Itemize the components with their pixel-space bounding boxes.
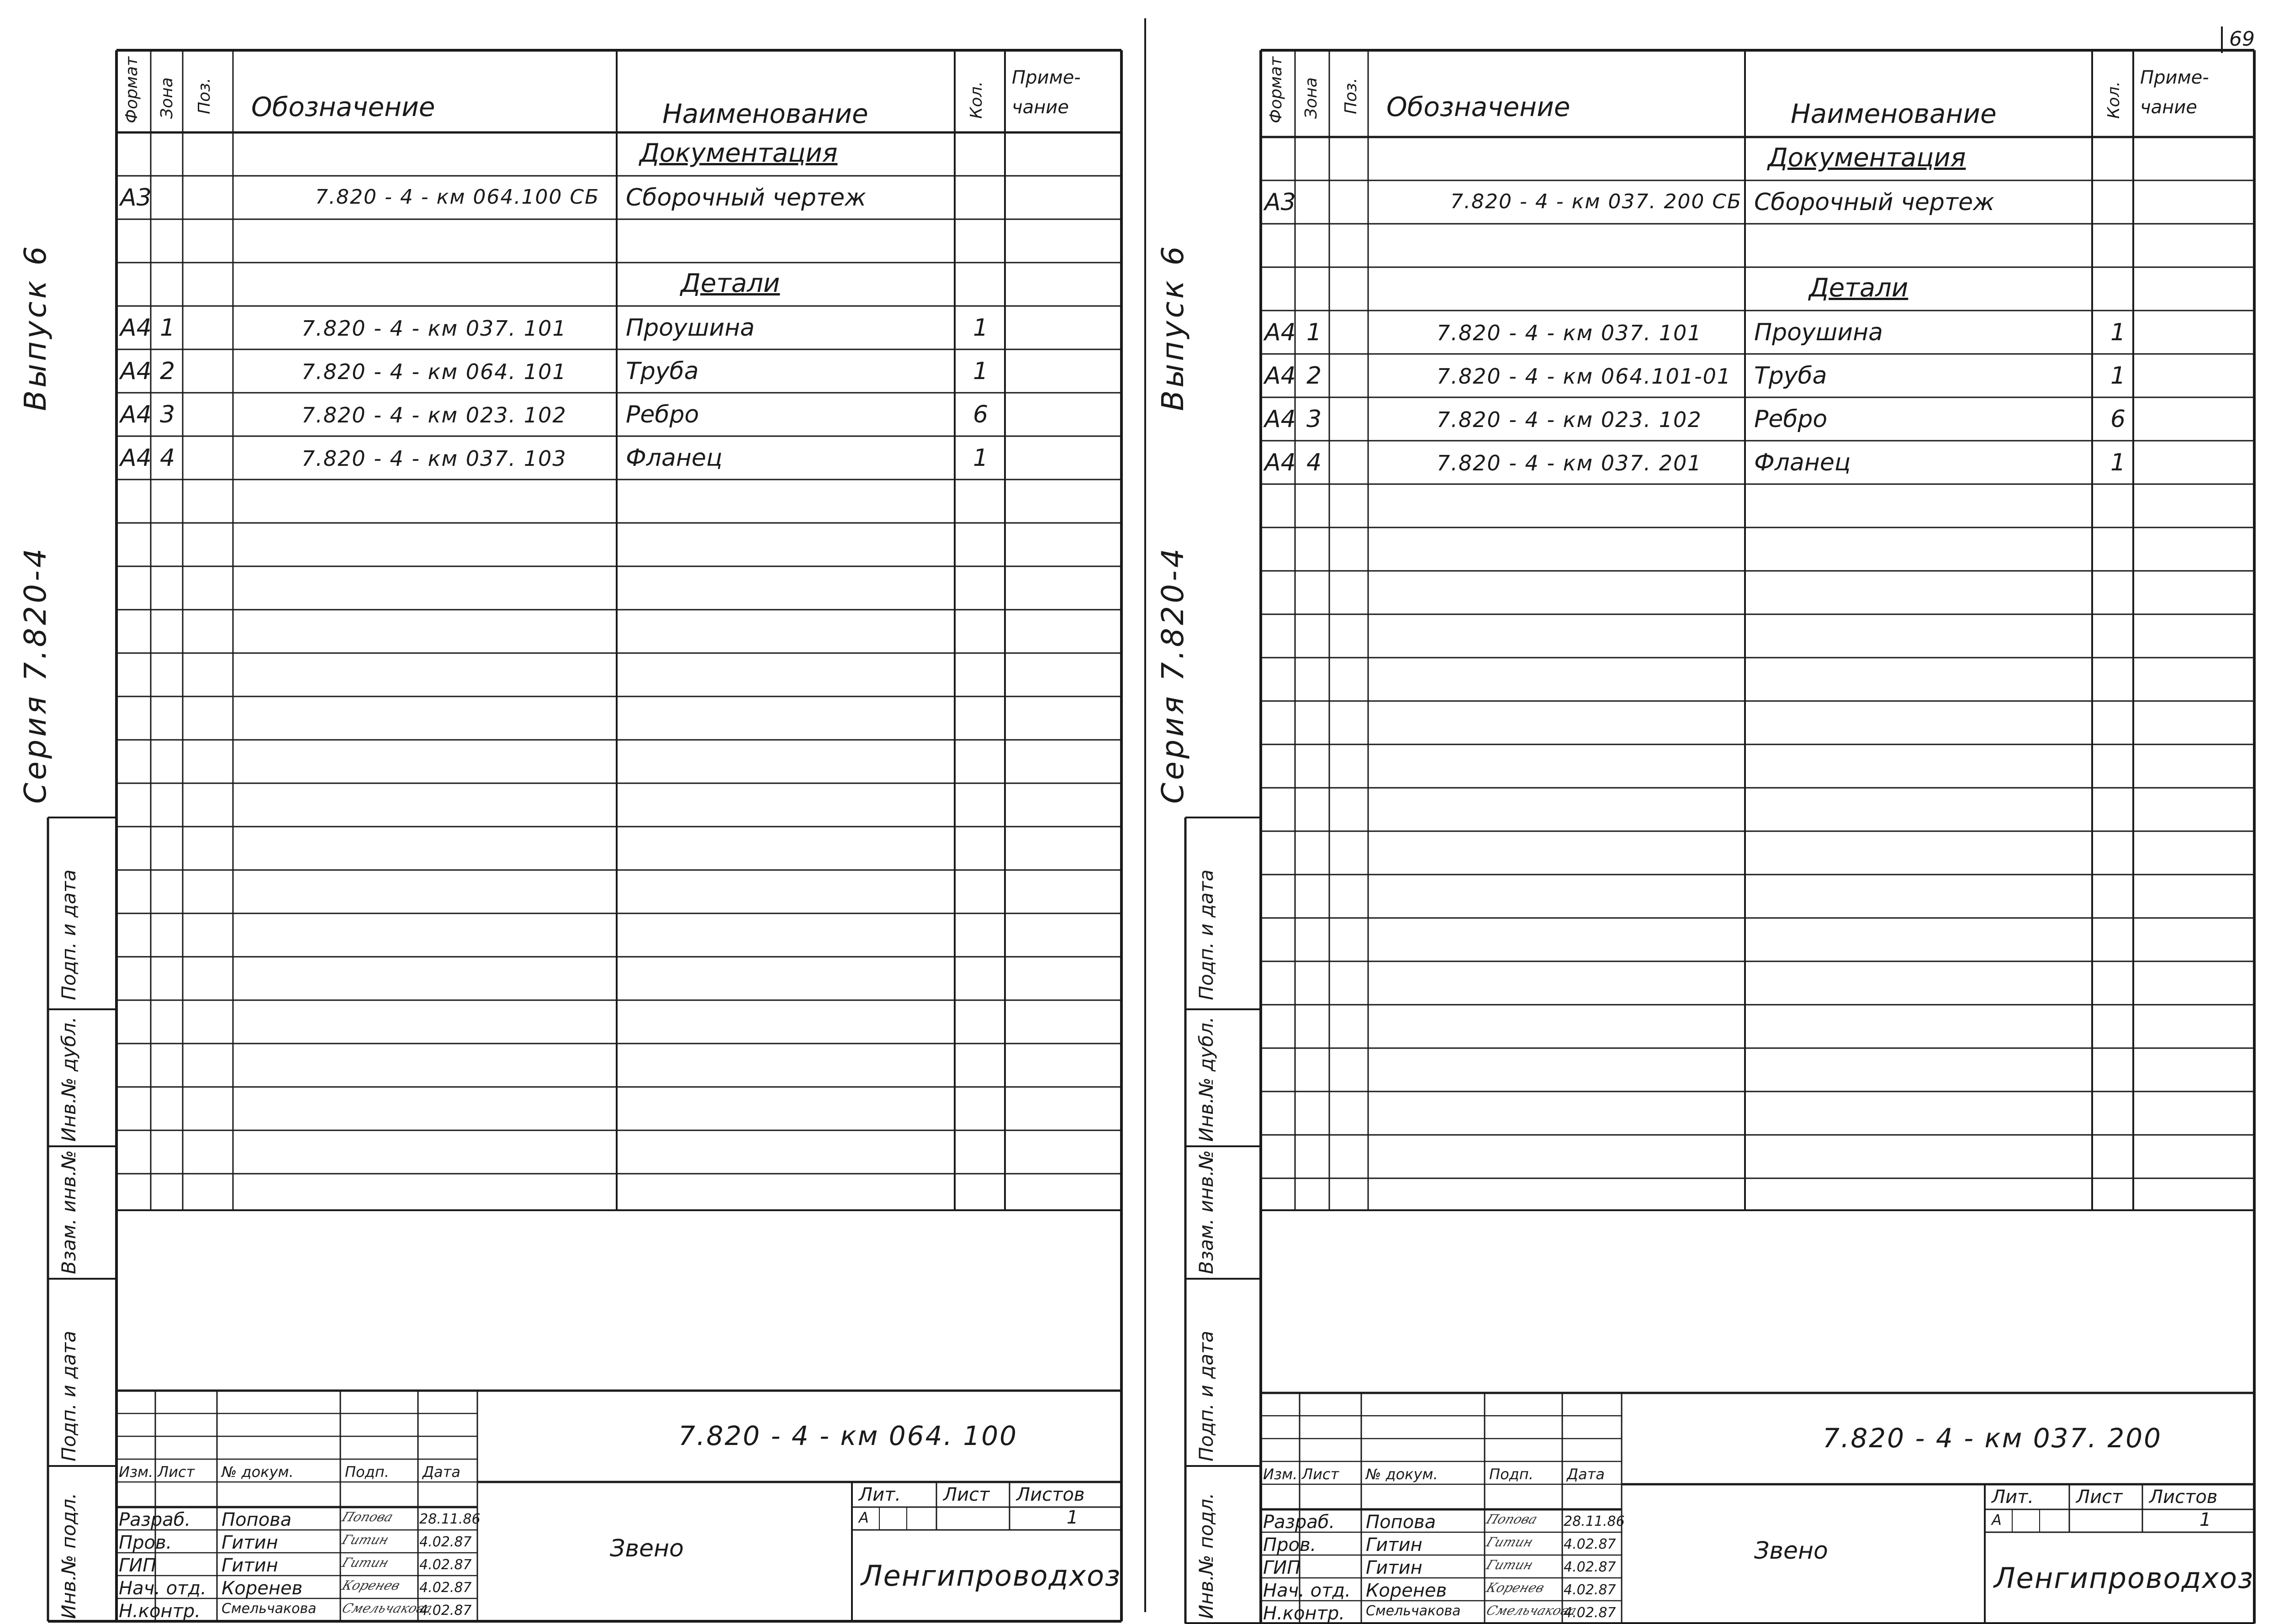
spec-row-format: А4	[120, 401, 152, 428]
stamp-signature: Гитин	[1484, 1534, 1535, 1550]
stamp-role: Н.контр.	[119, 1601, 201, 1622]
spec-row-designation: 7.820 - 4 - км 037. 101	[301, 316, 567, 341]
spec-row-designation: 7.820 - 4 - км 064.101-01	[1437, 364, 1732, 389]
doc-row-name: Сборочный чертеж	[626, 184, 866, 211]
spec-row-name: Проушина	[1754, 319, 1883, 346]
doc-row-designation: 7.820 - 4 - км 037. 200 СБ	[1450, 190, 1742, 213]
stamp-person-name: Смельчакова	[1366, 1603, 1461, 1619]
spec-row-designation: 7.820 - 4 - км 037. 101	[1437, 321, 1702, 345]
spec-row-designation: 7.820 - 4 - км 037. 103	[301, 446, 567, 471]
spec-row-pos: 4	[1306, 449, 1322, 476]
spec-sheet-right	[1137, 0, 2279, 1624]
spec-row-designation: 7.820 - 4 - км 023. 102	[301, 403, 567, 427]
spec-row-format: А4	[1264, 319, 1296, 346]
spec-row-pos: 4	[160, 444, 175, 472]
col-zone-header: Зона	[158, 77, 176, 119]
side-label-replace-inv: Взам. инв.№	[1195, 1150, 1217, 1274]
stamp-doc-code: 7.820 - 4 - км 064. 100	[678, 1420, 1018, 1451]
stamp-lit-label: Лит.	[859, 1484, 901, 1505]
grid-lines	[1137, 0, 2279, 1624]
spec-row-qty: 1	[973, 444, 989, 472]
col-note-header-2: чание	[1012, 97, 1069, 118]
spec-row-name: Фланец	[626, 444, 723, 472]
side-label-issue: Выпуск 6	[1155, 243, 1190, 411]
spec-row-qty: 1	[2110, 362, 2126, 390]
stamp-sheets-value: 1	[2199, 1509, 2211, 1530]
spec-row-designation: 7.820 - 4 - км 023. 102	[1437, 407, 1702, 432]
stamp-lit-value: А	[1992, 1511, 2002, 1529]
spec-row-qty: 1	[2110, 449, 2126, 476]
stamp-sheets-value: 1	[1067, 1507, 1079, 1528]
stamp-role: Разраб.	[1263, 1512, 1335, 1533]
stamp-zveno: Звено	[1754, 1537, 1828, 1565]
col-designation-header: Обозначение	[251, 91, 435, 122]
spec-row-designation: 7.820 - 4 - км 037. 201	[1437, 451, 1702, 475]
stamp-organization: Ленгипроводхоз	[861, 1559, 1121, 1592]
side-label-sign-date-1: Подп. и дата	[1195, 869, 1217, 1000]
stamp-sheets-label: Листов	[1016, 1484, 1085, 1505]
doc-row-format: А3	[120, 184, 152, 211]
side-label-issue: Выпуск 6	[18, 243, 53, 411]
spec-row-format: А4	[120, 358, 152, 385]
spec-row-pos: 1	[160, 314, 175, 342]
stamp-organization: Ленгипроводхоз	[1994, 1561, 2254, 1595]
stamp-signature: Попова	[1484, 1512, 1540, 1527]
side-label-sign-date-2: Подп. и дата	[1195, 1330, 1217, 1461]
spec-row-pos: 2	[1306, 362, 1322, 390]
col-pos-header: Поз.	[1342, 78, 1360, 114]
stamp-person-name: Гитин	[222, 1532, 278, 1553]
spec-row-name: Фланец	[1754, 449, 1851, 476]
stamp-zveno: Звено	[610, 1535, 684, 1562]
stamp-podp-label: Подп.	[1489, 1466, 1533, 1483]
doc-row-format: А3	[1264, 189, 1296, 216]
stamp-izm-label: Изм.	[119, 1463, 153, 1481]
spec-row-pos: 2	[160, 358, 175, 385]
stamp-signature: Гитин	[1484, 1557, 1535, 1572]
stamp-signature: Гитин	[340, 1555, 391, 1570]
section-parts: Детали	[681, 269, 780, 298]
stamp-date: 4.02.87	[419, 1603, 472, 1619]
stamp-person-name: Коренев	[222, 1578, 303, 1599]
stamp-date: 4.02.87	[1564, 1536, 1616, 1552]
side-label-series: Серия 7.820-4	[18, 546, 53, 804]
stamp-date: 4.02.87	[1564, 1559, 1616, 1575]
col-qty-header: Кол.	[2104, 81, 2123, 119]
spec-row-format: А4	[1264, 406, 1296, 433]
col-qty-header: Кол.	[967, 81, 986, 119]
section-documentation: Документация	[640, 138, 838, 168]
stamp-list-label: Лист	[158, 1463, 195, 1481]
doc-row-designation: 7.820 - 4 - км 064.100 СБ	[315, 185, 600, 209]
section-documentation: Документация	[1768, 143, 1966, 173]
stamp-podp-label: Подп.	[345, 1463, 389, 1481]
side-label-replace-inv: Взам. инв.№	[58, 1150, 80, 1274]
side-label-inv-dupl: Инв.№ дубл.	[58, 1016, 80, 1142]
stamp-date-label: Дата	[1567, 1466, 1605, 1483]
stamp-date: 4.02.87	[419, 1534, 472, 1550]
stamp-date: 4.02.87	[419, 1580, 472, 1596]
stamp-person-name: Попова	[222, 1509, 292, 1530]
spec-row-format: А4	[120, 444, 152, 472]
stamp-date: 4.02.87	[1564, 1605, 1616, 1621]
stamp-signature: Смельчакова	[340, 1601, 435, 1616]
col-name-header: Наименование	[662, 98, 868, 129]
col-zone-header: Зона	[1302, 77, 1321, 119]
spec-row-name: Проушина	[626, 314, 755, 342]
stamp-list-label: Лист	[1302, 1466, 1339, 1483]
spec-row-name: Труба	[626, 358, 699, 385]
spec-row-pos: 1	[1306, 319, 1322, 346]
col-name-header: Наименование	[1791, 98, 1997, 129]
stamp-date: 28.11.86	[1564, 1513, 1625, 1529]
stamp-signature: Попова	[340, 1509, 396, 1524]
stamp-person-name: Гитин	[1366, 1557, 1422, 1578]
spec-row-format: А4	[120, 314, 152, 342]
page-number: 69	[2229, 27, 2255, 51]
section-parts: Детали	[1809, 273, 1909, 303]
spec-row-format: А4	[1264, 449, 1296, 476]
stamp-role: ГИП	[119, 1555, 157, 1576]
spec-sheet-left	[0, 0, 1133, 1621]
stamp-dokum-label: № докум.	[222, 1463, 294, 1481]
col-format-header: Формат	[122, 56, 141, 123]
stamp-person-name: Коренев	[1366, 1580, 1447, 1601]
spec-row-qty: 1	[973, 314, 989, 342]
col-pos-header: Поз.	[195, 78, 214, 114]
stamp-role: Пров.	[119, 1532, 172, 1553]
stamp-signature: Гитин	[340, 1532, 391, 1547]
spec-row-pos: 3	[160, 401, 175, 428]
stamp-role: Разраб.	[119, 1509, 191, 1530]
stamp-lit-label: Лит.	[1992, 1487, 2034, 1508]
stamp-doc-code: 7.820 - 4 - км 037. 200	[1823, 1423, 2162, 1454]
stamp-signature: Коренев	[1484, 1580, 1547, 1595]
stamp-signature: Смельчакова	[1484, 1603, 1579, 1618]
stamp-lit-value: А	[859, 1509, 869, 1526]
spec-row-name: Ребро	[626, 401, 699, 428]
stamp-role: Пров.	[1263, 1534, 1316, 1555]
spec-row-qty: 6	[2110, 406, 2126, 433]
stamp-izm-label: Изм.	[1263, 1466, 1298, 1483]
spec-row-pos: 3	[1306, 406, 1322, 433]
stamp-role: Н.контр.	[1263, 1603, 1345, 1624]
stamp-dokum-label: № докум.	[1366, 1466, 1438, 1483]
stamp-date: 28.11.86	[419, 1511, 481, 1527]
spec-row-format: А4	[1264, 362, 1296, 390]
col-format-header: Формат	[1267, 56, 1285, 123]
stamp-role: Нач. отд.	[119, 1578, 206, 1599]
spec-row-name: Ребро	[1754, 406, 1828, 433]
side-label-series: Серия 7.820-4	[1155, 546, 1190, 804]
side-label-sign-date-1: Подп. и дата	[58, 869, 80, 1000]
stamp-person-name: Смельчакова	[222, 1601, 317, 1617]
stamp-person-name: Гитин	[222, 1555, 278, 1576]
col-note-header-1: Приме-	[2140, 67, 2209, 88]
stamp-date: 4.02.87	[1564, 1582, 1616, 1598]
spec-row-qty: 6	[973, 401, 989, 428]
doc-row-name: Сборочный чертеж	[1754, 189, 1994, 216]
side-label-inv-orig: Инв.№ подл.	[58, 1492, 80, 1619]
stamp-date-label: Дата	[423, 1463, 460, 1481]
stamp-role: Нач. отд.	[1263, 1580, 1351, 1601]
spec-row-qty: 1	[973, 358, 989, 385]
stamp-person-name: Гитин	[1366, 1534, 1422, 1555]
col-note-header-1: Приме-	[1012, 67, 1081, 88]
side-label-inv-orig: Инв.№ подл.	[1195, 1492, 1217, 1619]
stamp-sheets-label: Листов	[2149, 1487, 2218, 1508]
stamp-date: 4.02.87	[419, 1557, 472, 1573]
spec-row-designation: 7.820 - 4 - км 064. 101	[301, 359, 567, 384]
stamp-sheet-label: Лист	[2076, 1487, 2123, 1508]
stamp-signature: Коренев	[340, 1578, 402, 1593]
spec-row-qty: 1	[2110, 319, 2126, 346]
grid-lines	[0, 0, 1142, 1621]
side-label-inv-dupl: Инв.№ дубл.	[1195, 1016, 1217, 1142]
side-label-sign-date-2: Подп. и дата	[58, 1330, 80, 1461]
stamp-role: ГИП	[1263, 1557, 1301, 1578]
col-note-header-2: чание	[2140, 97, 2197, 118]
col-designation-header: Обозначение	[1386, 91, 1570, 122]
stamp-person-name: Попова	[1366, 1512, 1436, 1533]
spec-row-name: Труба	[1754, 362, 1827, 390]
stamp-sheet-label: Лист	[943, 1484, 990, 1505]
